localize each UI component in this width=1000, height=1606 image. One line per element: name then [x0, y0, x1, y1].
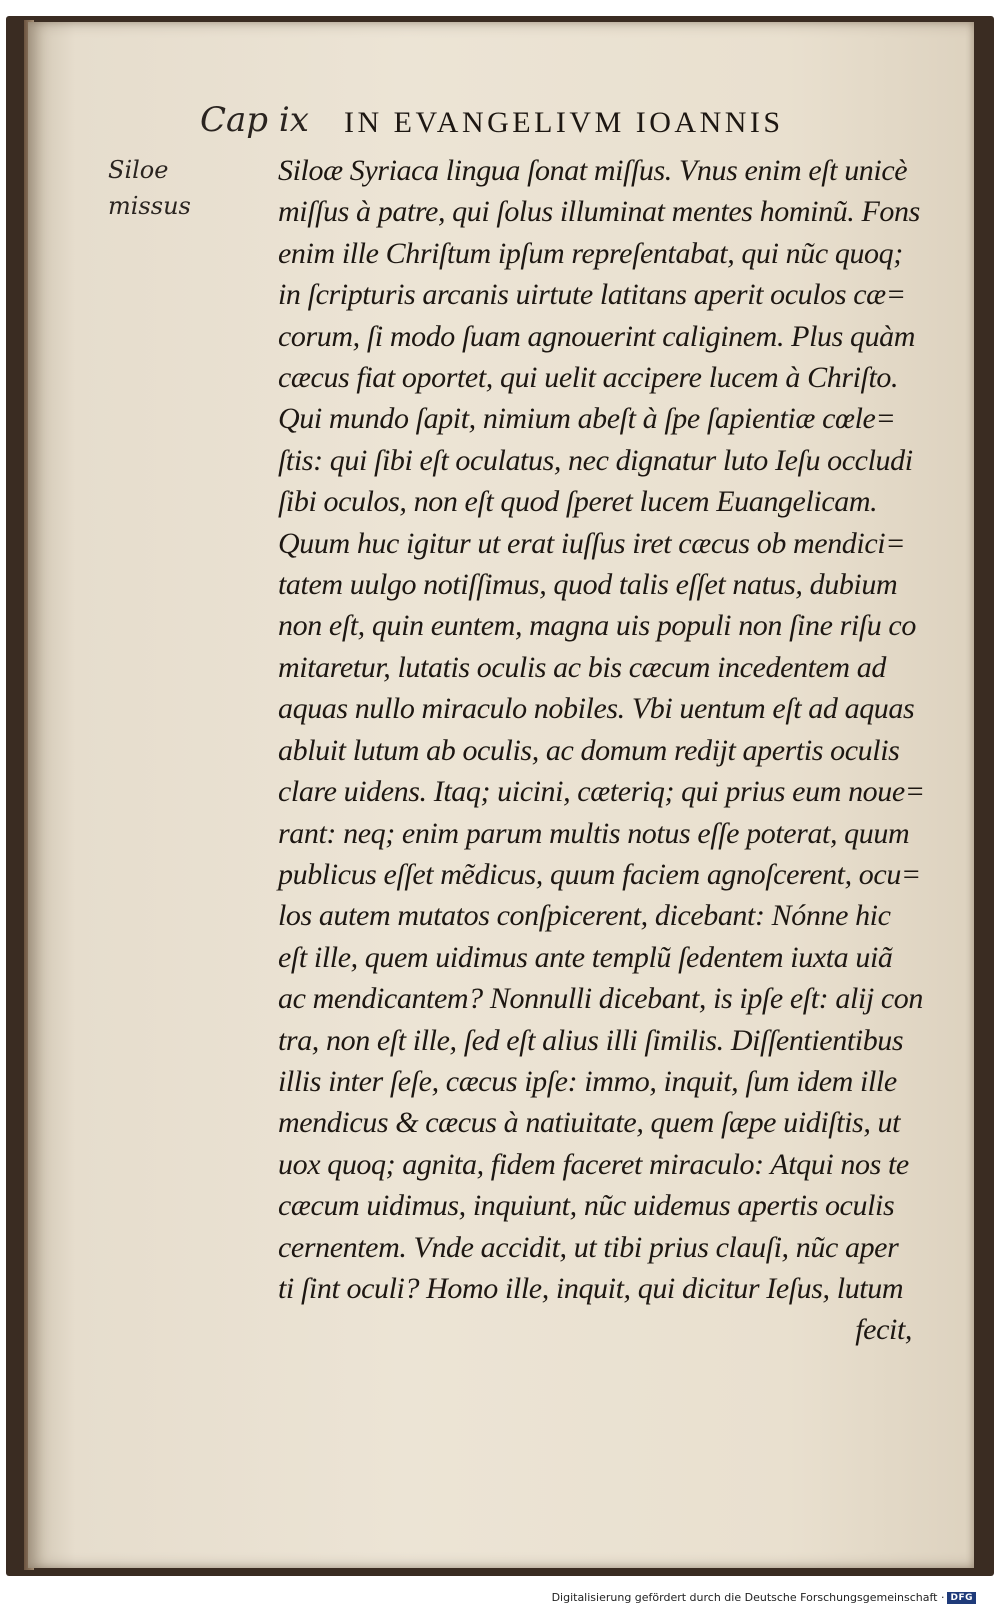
- text-line-24: mendicus & cæcus à natiuitate, quem ſæpe uidiſtis, ut: [278, 1106, 901, 1140]
- text-line-25: uox quoq; agnita, fidem faceret miraculo: Atqui nos te: [278, 1147, 909, 1181]
- text-line-15: abluit lutum ab oculis, ac domum rediјt apertis oculis: [278, 733, 900, 767]
- text-line-22: tra, non eſt ille, ſed eſt alius illi ſimilis. Diſſentientibus: [278, 1023, 904, 1057]
- text-line-19: los autem mutatos conſpicerent, dicebant: Nónne hic: [278, 899, 891, 933]
- text-line-14: aquas nullo miraculo nobiles. Vbi uentum eſt ad aquas: [278, 692, 915, 726]
- marginal-annotation-line-2: missus: [108, 192, 191, 220]
- running-title: IN EVANGELIVM IOANNIS: [344, 106, 784, 139]
- text-line-9: ſibi oculos, non eſt quod ſperet lucem Euangelicam.: [278, 485, 878, 519]
- text-line-4: in ſcripturis arcanis uirtute latitans aperit oculos cæ=: [278, 278, 906, 312]
- text-line-6: cæcus fiat oportet, qui uelit accipere lucem à Chriſto.: [278, 361, 899, 395]
- digitization-footer: [552, 1591, 976, 1604]
- text-line-27: cernentem. Vnde accidit, ut tibi prius clauſi, nũc aper: [278, 1230, 899, 1264]
- text-line-3: enim ille Chriſtum ipſum repreſentabat, qui nũc quoq;: [278, 236, 903, 270]
- marginal-annotation-line-1: Siloe: [108, 156, 169, 184]
- marginal-annotation: [108, 152, 191, 224]
- text-line-8: ſtis: qui ſibi eſt oculatus, nec dignatur luto Ieſu occludi: [278, 443, 913, 477]
- text-line-1: Siloæ Syriaca lingua ſonat miſſus. Vnus enim eſt unicè: [278, 154, 908, 187]
- handwritten-chapter-note: Cap ix: [200, 100, 309, 140]
- text-line-12: non eſt, quin euntem, magna uis populi non ſine riſu co: [278, 609, 916, 643]
- text-line-26: cæcum uidimus, inquiunt, nũc uidemus apertis oculis: [278, 1189, 895, 1223]
- text-line-21: ac mendicantem? Nonnulli dicebant, is ipſe eſt: alij con: [278, 982, 923, 1016]
- catchword: fecit,: [855, 1313, 912, 1347]
- dfg-logo-icon: DFG: [947, 1592, 976, 1604]
- text-line-10: Quum huc igitur ut erat iuſſus iret cæcus ob mendici=: [278, 526, 906, 560]
- text-line-2: miſſus à patre, qui ſolus illuminat mentes hominũ. Fons: [278, 195, 920, 229]
- body-text: [278, 150, 938, 1351]
- text-line-17: rant: neq; enim parum multis notus eſſe poterat, quum: [278, 816, 910, 850]
- footer-credit: Digitalisierung gefördert durch die Deutsche Forschungsgemeinschaft ·: [551, 1591, 945, 1604]
- text-line-23: illis inter ſeſe, cæcus ipſe: immo, inquit, ſum idem ille: [278, 1064, 897, 1098]
- text-line-28: ti ſint oculi? Homo ille, inquit, qui dicitur Ieſus, lutum: [278, 1271, 904, 1305]
- text-line-7: Qui mundo ſapit, nimium abeſt à ſpe ſapientiæ cœle=: [278, 402, 896, 436]
- text-line-20: eſt ille, quem uidimus ante templũ ſedentem iuxta uiã: [278, 940, 893, 974]
- text-line-11: tatem uulgo notiſſimus, quod talis eſſet natus, dubium: [278, 568, 898, 602]
- text-line-5: corum, ſi modo ſuam agnouerint caliginem. Plus quàm: [278, 319, 916, 353]
- text-line-13: mitaretur, lutatis oculis ac bis cæcum incedentem ad: [278, 650, 886, 684]
- text-line-18: publicus eſſet mẽdicus, quum faciem agnoſcerent, ocu=: [278, 857, 921, 891]
- text-line-16: clare uidens. Itaq; uicini, cæteriq; qui prius eum noue=: [278, 775, 925, 809]
